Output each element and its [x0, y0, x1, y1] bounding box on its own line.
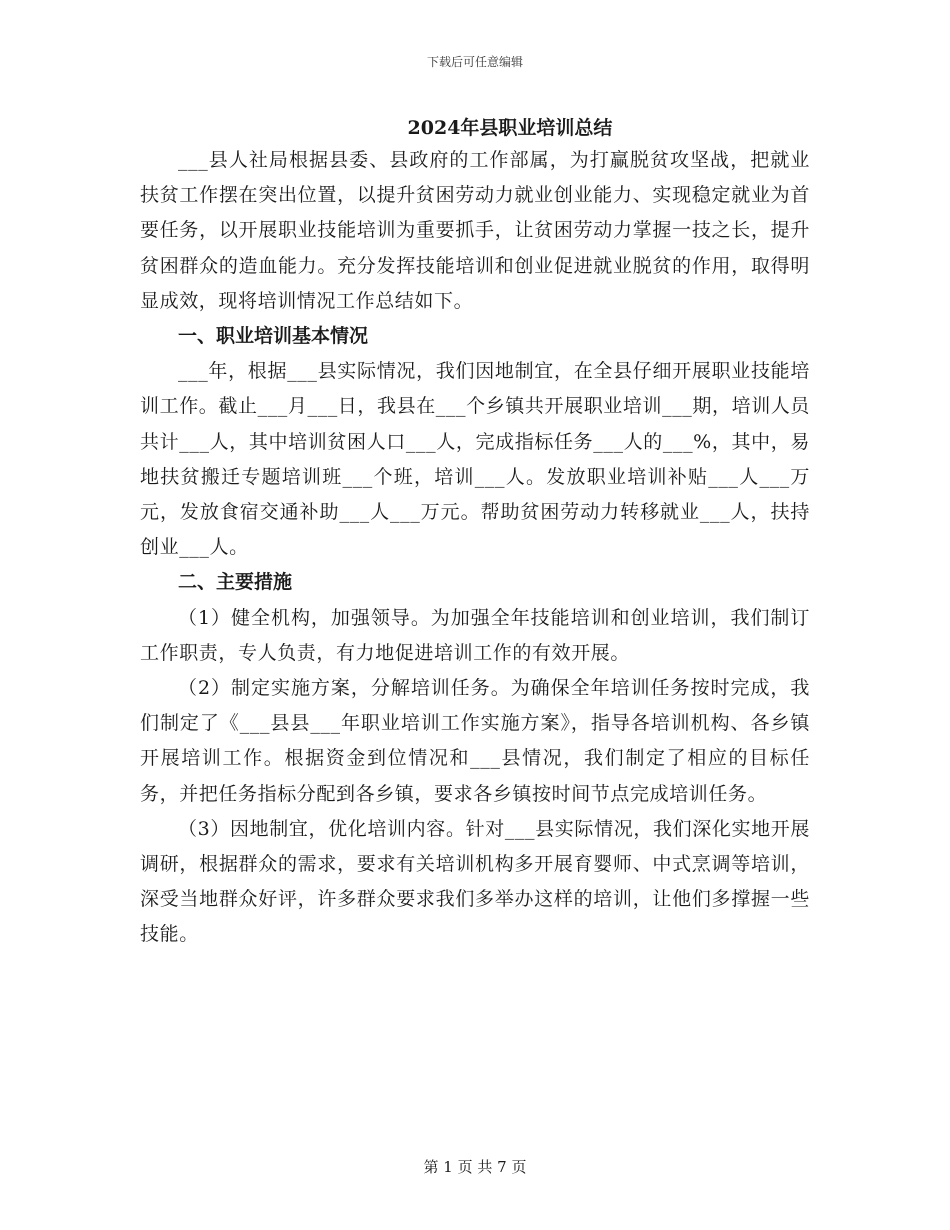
- header-note: 下载后可任意编辑: [426, 55, 523, 69]
- page-number: 第 1 页 共 7 页: [423, 1158, 527, 1176]
- measure-item-2: （2）制定实施方案，分解培训任务。为确保全年培训任务按时完成，我们制定了《___县县___年职业培训工作实施方案》，指导各培训机构、各乡镇开展培训工作。根据资金到位情况和___县情况，我们制定了相应的目标任务，并把任务指标分配到各乡镇，要求各乡镇按时间节点完成培训任务。: [140, 677, 810, 805]
- section-heading-measures: 二、主要措施: [178, 571, 293, 594]
- section-heading-basic: 一、职业培训基本情况: [178, 325, 369, 348]
- measure-item-1: （1）健全机构，加强领导。为加强全年技能培训和创业培训，我们制订工作职责，专人负责，有力地促进培训工作的有效开展。: [140, 606, 810, 664]
- measure-item-3: （3）因地制宜，优化培训内容。针对___县实际情况，我们深化实地开展调研，根据群众的需求，要求有关培训机构多开展育婴师、中式烹调等培训，深受当地群众好评，许多群众要求我们多举办这样的培训，让他们多撑握一些技能。: [140, 817, 810, 946]
- document-body: [140, 113, 810, 953]
- document-title: 2024年县职业培训总结: [407, 117, 613, 139]
- section1-paragraph: ___年，根据___县实际情况，我们因地制宜，在全县仔细开展职业技能培训工作。截止___月___日，我县在___个乡镇共开展职业培训___期，培训人员共计___人，其中培训贫困人口___人，完成指标任务___人的___%，其中，易地扶贫搬迁专题培训班___个班，培训___人。发放职业培训补贴___人___万元，发放食宿交通补助___人___万元。帮助贫困劳动力转移就业___人，扶持创业___人。: [140, 360, 811, 559]
- intro-paragraph: ___县人社局根据县委、县政府的工作部属，为打赢脱贫攻坚战，把就业扶贫工作摆在突出位置，以提升贫困劳动力就业创业能力、实现稳定就业为首要任务，以开展职业技能培训为重要抓手，让贫困劳动力掌握一技之长，提升贫困群众的造血能力。充分发挥技能培训和创业促进就业脱贫的作用，取得明显成效，现将培训情况工作总结如下。: [140, 149, 810, 312]
